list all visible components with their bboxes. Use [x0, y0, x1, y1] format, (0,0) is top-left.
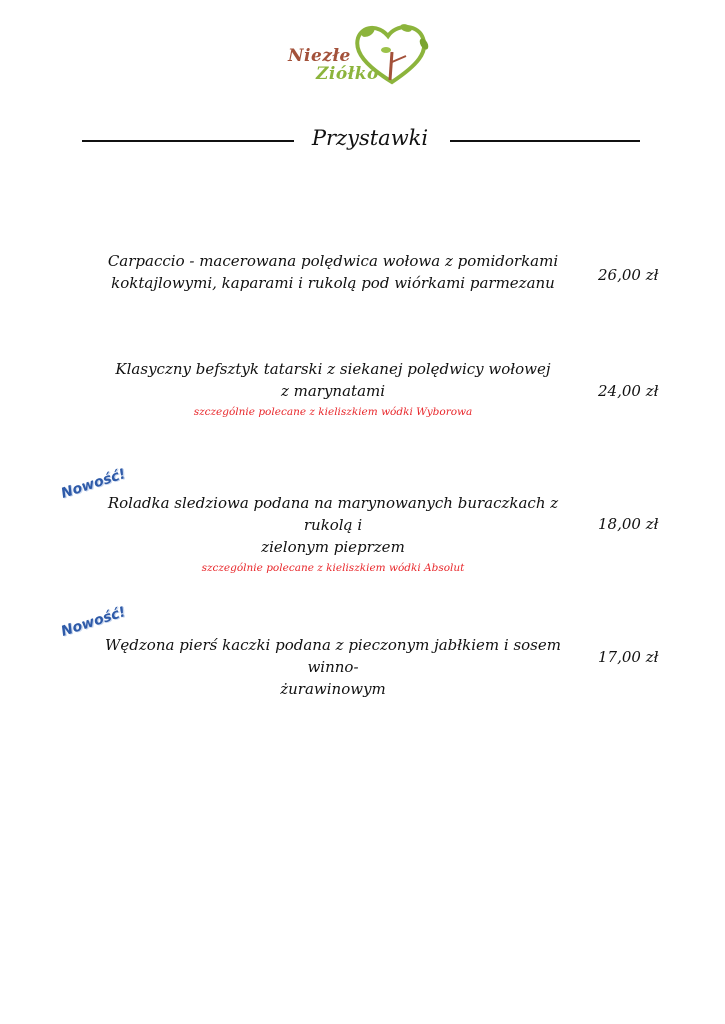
menu-item: [88, 492, 578, 576]
new-badge: Nowość!: [59, 604, 128, 640]
title-rule-right: [450, 140, 640, 142]
menu-item-recommendation: szczególnie polecane z kieliszkiem wódki Absolut: [201, 562, 465, 574]
menu-item: [88, 634, 578, 700]
section-title: Przystawki: [311, 126, 429, 150]
menu-item-recommendation: szczególnie polecane z kieliszkiem wódki Wyborowa: [193, 406, 473, 418]
menu-item-name-line2: żurawinowym: [280, 680, 386, 698]
logo-text-line2: Ziółko: [316, 64, 379, 84]
new-badge: Nowość!: [59, 466, 128, 502]
menu-item-name-line1: Roladka sledziowa podana na marynowanych buraczkach z rukolą i: [107, 494, 559, 534]
menu-item-name-line1: Wędzona pierś kaczki podana z pieczonym jabłkiem i sosem winno-: [105, 636, 561, 676]
logo-text-line1: Niezłe: [288, 46, 351, 66]
menu-item-price: 24,00 zł: [598, 382, 659, 400]
menu-item-name-line1: Klasyczny befsztyk tatarski z siekanej polędwicy wołowej: [115, 360, 551, 378]
menu-item-name-line2: z marynatami: [280, 382, 386, 400]
menu-item: [88, 250, 578, 294]
menu-item-price: 17,00 zł: [598, 648, 659, 666]
menu-item-price: 18,00 zł: [598, 515, 659, 533]
menu-item-name-line2: zielonym pieprzem: [261, 538, 405, 556]
menu-item-name-line2: koktajlowymi, kaparami i rukolą pod wiórkami parmezanu: [111, 274, 555, 292]
menu-item-name-line1: Carpaccio - macerowana polędwica wołowa z pomidorkami: [107, 252, 559, 270]
menu-item-price: 26,00 zł: [598, 266, 659, 284]
title-rule-left: [82, 140, 294, 142]
menu-item: [88, 358, 578, 420]
restaurant-logo: [284, 22, 440, 92]
